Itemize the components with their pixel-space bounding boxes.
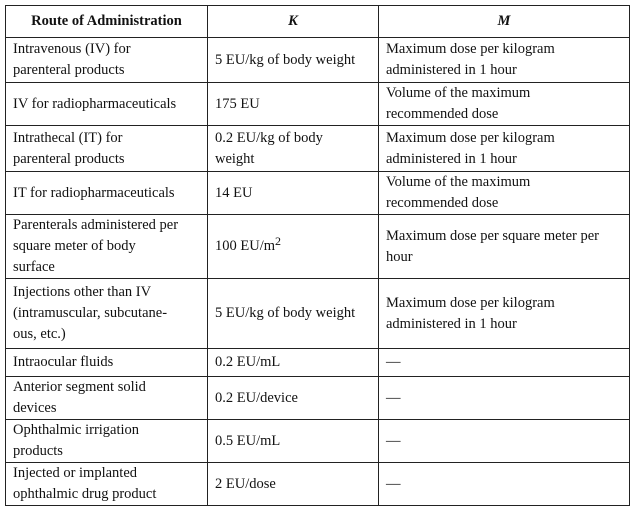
table-row xyxy=(6,420,630,463)
cell-route xyxy=(6,349,208,377)
cell-line xyxy=(386,431,622,452)
cell-line xyxy=(386,83,622,104)
endotoxin-limits-table xyxy=(5,5,630,506)
cell-text: 0.2 EU/mL xyxy=(215,354,281,370)
cell-line xyxy=(215,303,371,324)
cell-text: devices xyxy=(13,400,57,416)
cell-line xyxy=(13,463,200,484)
cell-line xyxy=(386,128,622,149)
cell-text: — xyxy=(386,389,401,406)
cell-m-value xyxy=(379,377,630,420)
cell-route xyxy=(6,420,208,463)
cell-line xyxy=(386,149,622,170)
cell-text: (intramuscular, subcutane- xyxy=(13,305,168,321)
cell-m-value xyxy=(379,349,630,377)
cell-line xyxy=(215,50,371,71)
cell-text: administered in 1 hour xyxy=(386,150,517,167)
cell-line xyxy=(215,236,371,257)
cell-text: recommended dose xyxy=(386,195,499,211)
cell-text: 175 EU xyxy=(215,95,260,112)
table-row xyxy=(6,126,630,172)
cell-m-value xyxy=(379,463,630,506)
cell-route xyxy=(6,126,208,172)
cell-text: weight xyxy=(215,150,255,167)
cell-k-value xyxy=(208,83,379,126)
table-row xyxy=(6,215,630,279)
cell-line xyxy=(386,39,622,60)
cell-line xyxy=(13,128,200,149)
header-k: K xyxy=(208,6,379,38)
cell-text: Volume of the maximum xyxy=(386,85,531,101)
cell-line xyxy=(386,314,622,335)
cell-text: IT for radiopharmaceuticals xyxy=(13,184,175,201)
cell-line xyxy=(386,104,622,125)
cell-text: surface xyxy=(13,259,55,275)
cell-m-value xyxy=(379,126,630,172)
cell-text: Maximum dose per kilogram xyxy=(386,294,555,311)
cell-k-value xyxy=(208,38,379,83)
cell-text: parenteral products xyxy=(13,150,125,167)
cell-line xyxy=(386,172,622,193)
cell-line xyxy=(386,474,622,495)
cell-text: 5 EU/kg of body weight xyxy=(215,51,356,68)
cell-text: Injections other than IV xyxy=(13,284,152,300)
cell-m-value xyxy=(379,83,630,126)
cell-text: 0.2 EU/kg of body xyxy=(215,129,323,146)
cell-text: Injected or implanted xyxy=(13,465,138,481)
cell-text: 100 EU/m xyxy=(215,238,276,254)
cell-text: ous, etc.) xyxy=(13,326,66,342)
cell-line xyxy=(13,236,200,257)
cell-line xyxy=(386,388,622,409)
cell-route xyxy=(6,215,208,279)
cell-text: IV for radiopharmaceuticals xyxy=(13,95,177,112)
cell-line xyxy=(13,377,200,398)
cell-k-value xyxy=(208,215,379,279)
cell-line xyxy=(215,128,371,149)
cell-line xyxy=(13,60,200,81)
cell-text: administered in 1 hour xyxy=(386,62,517,78)
cell-route xyxy=(6,377,208,420)
cell-text: Maximum dose per kilogram xyxy=(386,129,555,146)
cell-k-value xyxy=(208,377,379,420)
cell-m-value xyxy=(379,172,630,215)
cell-line xyxy=(13,257,200,278)
table-row xyxy=(6,279,630,349)
cell-text: administered in 1 hour xyxy=(386,315,517,332)
cell-line xyxy=(13,324,200,345)
cell-text: Volume of the maximum xyxy=(386,174,531,190)
cell-route xyxy=(6,38,208,83)
cell-line xyxy=(215,149,371,170)
cell-line xyxy=(386,193,622,214)
cell-k-value xyxy=(208,172,379,215)
cell-text: Intravenous (IV) for xyxy=(13,41,131,57)
cell-text: 2 EU/dose xyxy=(215,475,276,492)
cell-text: — xyxy=(386,475,401,492)
cell-k-value xyxy=(208,279,379,349)
table-row xyxy=(6,349,630,377)
cell-text: hour xyxy=(386,248,413,265)
cell-line xyxy=(13,484,200,505)
cell-m-value xyxy=(379,215,630,279)
cell-text: Maximum dose per square meter per xyxy=(386,227,599,244)
cell-text: 5 EU/kg of body weight xyxy=(215,305,356,321)
cell-line xyxy=(386,293,622,314)
cell-m-value xyxy=(379,420,630,463)
cell-text: Maximum dose per kilogram xyxy=(386,41,555,57)
table-row xyxy=(6,463,630,506)
cell-route xyxy=(6,172,208,215)
cell-line xyxy=(13,215,200,236)
cell-text: square meter of body xyxy=(13,238,136,254)
cell-line xyxy=(386,60,622,81)
cell-text: Ophthalmic irrigation xyxy=(13,422,140,438)
cell-line xyxy=(13,303,200,324)
cell-route xyxy=(6,279,208,349)
header-route: Route of Administration xyxy=(6,6,208,38)
cell-text: recommended dose xyxy=(386,106,499,122)
cell-k-value xyxy=(208,420,379,463)
cell-text: 0.2 EU/device xyxy=(215,389,298,406)
header-m: M xyxy=(379,6,630,38)
cell-line xyxy=(13,398,200,419)
table-row xyxy=(6,377,630,420)
cell-text: parenteral products xyxy=(13,62,125,78)
cell-route xyxy=(6,83,208,126)
superscript: 2 xyxy=(275,234,282,248)
cell-line xyxy=(215,388,371,409)
cell-text: Intraocular fluids xyxy=(13,354,114,370)
cell-line xyxy=(13,39,200,60)
cell-line xyxy=(13,441,200,462)
cell-line xyxy=(215,94,371,115)
cell-line xyxy=(13,420,200,441)
cell-route xyxy=(6,463,208,506)
cell-m-value xyxy=(379,279,630,349)
cell-line xyxy=(215,183,371,204)
cell-line xyxy=(13,149,200,170)
cell-text: Anterior segment solid xyxy=(13,379,146,395)
cell-line xyxy=(13,282,200,303)
cell-text: ophthalmic drug product xyxy=(13,486,157,502)
cell-k-value xyxy=(208,126,379,172)
cell-line xyxy=(215,431,371,452)
table-row xyxy=(6,172,630,215)
cell-k-value xyxy=(208,463,379,506)
cell-line xyxy=(13,352,200,373)
cell-text: — xyxy=(386,432,401,449)
cell-text: products xyxy=(13,443,63,459)
cell-k-value xyxy=(208,349,379,377)
header-row xyxy=(6,6,630,38)
table-row xyxy=(6,38,630,83)
cell-line xyxy=(13,183,200,204)
cell-line xyxy=(386,226,622,247)
cell-line xyxy=(386,247,622,268)
cell-text: Intrathecal (IT) for xyxy=(13,129,123,146)
cell-text: — xyxy=(386,354,401,370)
cell-m-value xyxy=(379,38,630,83)
cell-line xyxy=(13,94,200,115)
cell-line xyxy=(386,352,622,373)
cell-text: 14 EU xyxy=(215,184,253,201)
cell-text: Parenterals administered per xyxy=(13,217,179,233)
cell-line xyxy=(215,352,371,373)
cell-text: 0.5 EU/mL xyxy=(215,432,281,449)
cell-line xyxy=(215,474,371,495)
table-row xyxy=(6,83,630,126)
